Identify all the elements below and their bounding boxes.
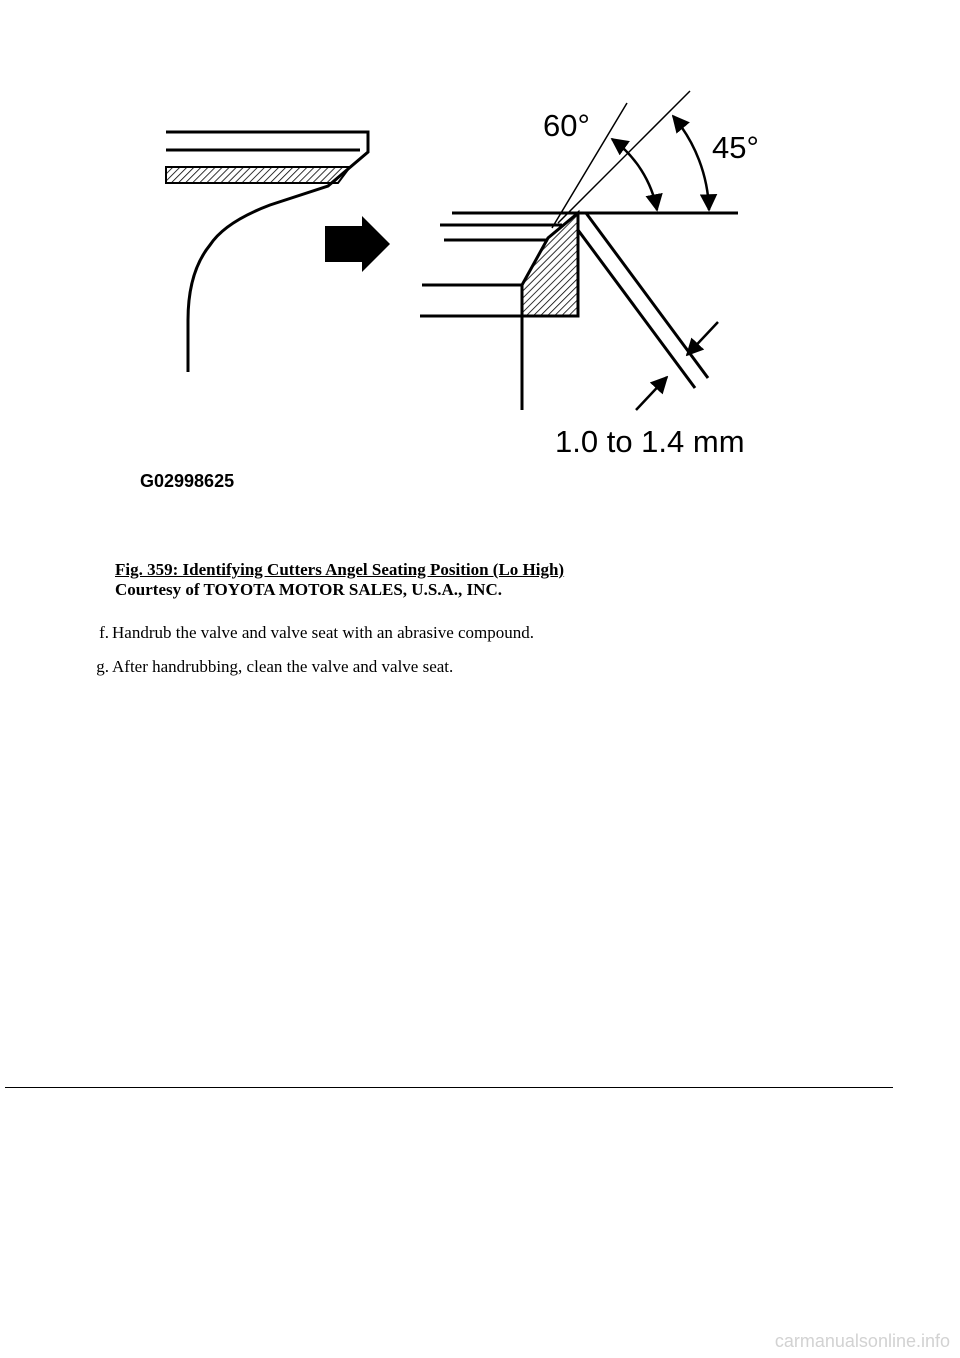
step-marker: g. — [96, 657, 109, 676]
dimension-arrow-upper — [687, 322, 718, 355]
valve-seat-hatch — [522, 213, 578, 316]
valve-seat-drawing — [420, 213, 738, 410]
figure-caption-title[interactable]: Fig. 359: Identifying Cutters Angel Seating Position (Lo High) — [115, 560, 565, 579]
right-arrow-icon — [325, 216, 390, 272]
angle-45-arc — [673, 116, 709, 210]
valve-seat-diagram — [0, 0, 960, 520]
graphic-code: G02998625 — [140, 471, 235, 491]
list-item — [62, 623, 534, 643]
list-item — [62, 657, 453, 677]
footer-divider — [5, 1087, 893, 1088]
angle-60-label: 60° — [543, 108, 590, 143]
step-marker: f. — [99, 623, 109, 642]
valve-before-face — [166, 167, 350, 183]
figure-caption-credit: Courtesy of TOYOTA MOTOR SALES, U.S.A., INC. — [115, 580, 502, 599]
step-text: Handrub the valve and valve seat with an abrasive compound. — [112, 623, 535, 642]
step-text: After handrubbing, clean the valve and valve seat. — [112, 657, 454, 676]
angle-60-arc — [612, 139, 657, 210]
angle-45-label: 45° — [712, 130, 759, 165]
width-spec-label: 1.0 to 1.4 mm — [555, 424, 745, 459]
dimension-arrow-lower — [636, 377, 667, 410]
watermark: carmanualsonline.info — [774, 1331, 950, 1351]
